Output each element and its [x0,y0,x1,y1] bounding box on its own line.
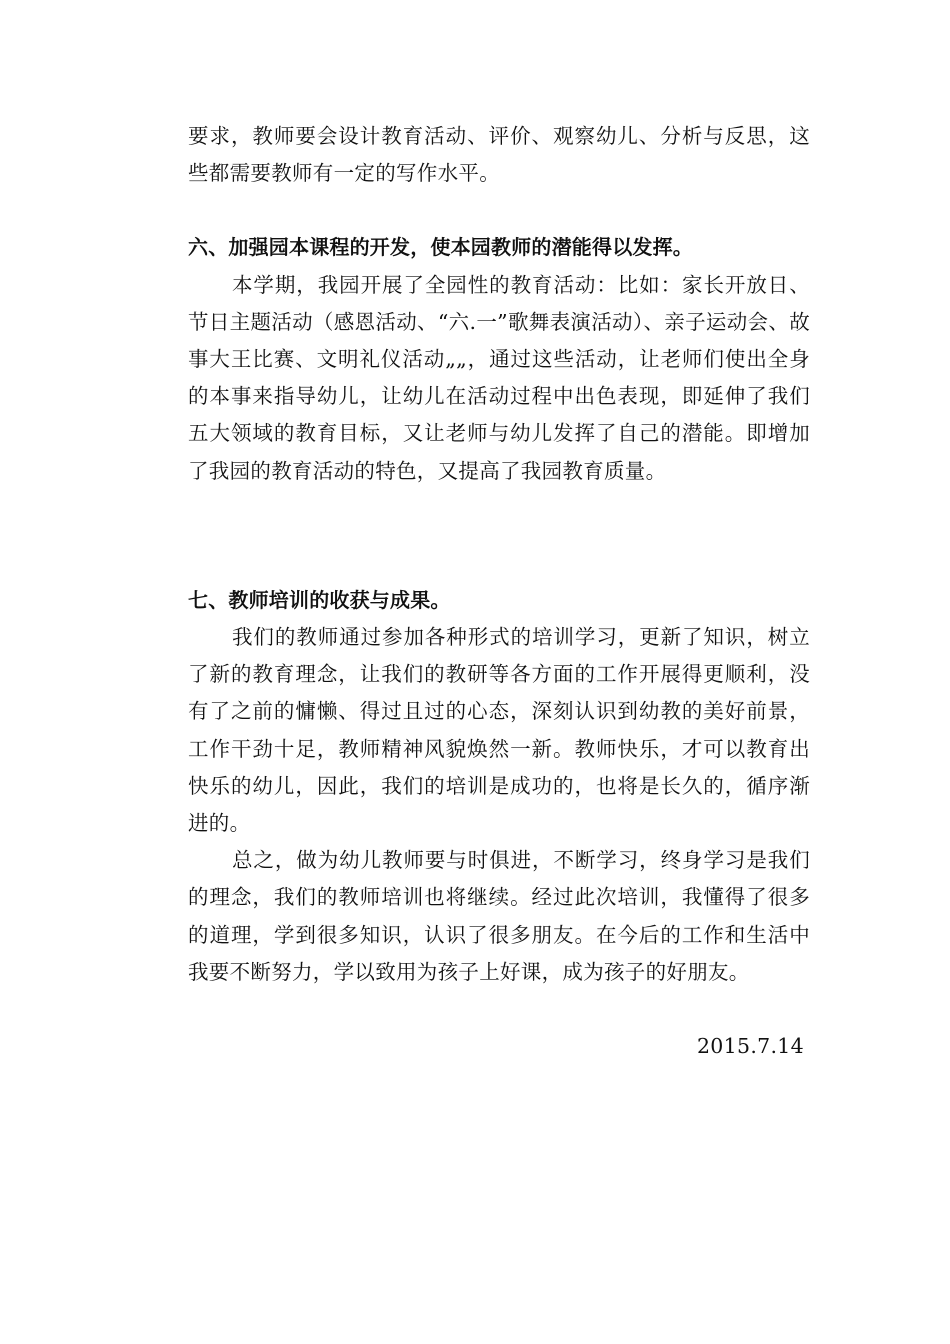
paragraph-continuation: 要求，教师要会设计教育活动、评价、观察幼儿、分析与反思，这些都需要教师有一定的写作水平。 [188,124,810,186]
section-6-body: 本学期，我园开展了全园性的教育活动：比如：家长开放日、节日主题活动（感恩活动、“六.一”歌舞表演活动）、亲子运动会、故事大王比赛、文明礼仪活动„„，通过这些活动，让老师们使出全身的本事来指导幼儿，让幼儿在活动过程中出色表现，即延伸了我们五大领域的教育目标，又让老师与幼儿发挥了自己的潜能。即增加了我园的教育活动的特色，又提高了我园教育质量。 [188,272,810,483]
document-page [188,118,810,1065]
document-date: 2015.7.14 [696,1034,804,1059]
spacer [188,546,810,582]
section-7-heading: 七、教师培训的收获与成果。 [188,587,451,612]
spacer [188,490,810,546]
spacer [188,192,810,229]
section-6-heading: 六、加强园本课程的开发，使本园教师的潜能得以发挥。 [188,235,693,260]
conclusion-paragraph: 总之，做为幼儿教师要与时俱进，不断学习，终身学习是我们的理念，我们的教师培训也将继续。经过此次培训，我懂得了很多的道理，学到很多知识，认识了很多朋友。在今后的工作和生活中我要不断努力，学以致用为孩子上好课，成为孩子的好朋友。 [188,848,810,984]
section-7-body: 我们的教师通过参加各种形式的培训学习，更新了知识，树立了新的教育理念，让我们的教研等各方面的工作开展得更顺利，没有了之前的慵懒、得过且过的心态，深刻认识到幼教的美好前景，工作干劲十足，教师精神风貌焕然一新。教师快乐，才可以教育出快乐的幼儿，因此，我们的培训是成功的，也将是长久的，循序渐进的。 [188,625,810,836]
spacer [188,991,810,1028]
